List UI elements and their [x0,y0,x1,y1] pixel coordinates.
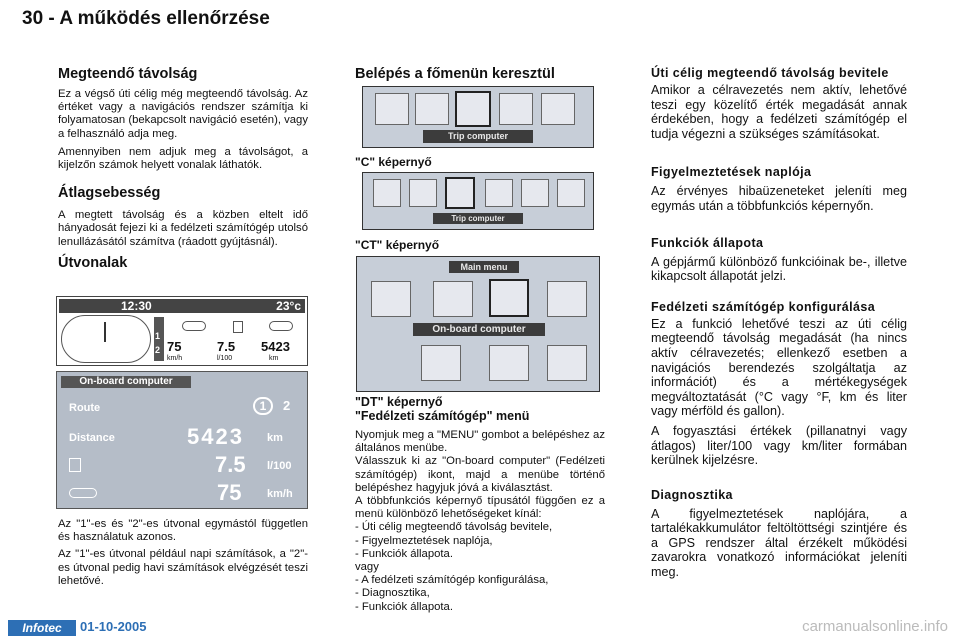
cluster-speed: 75 [167,339,182,354]
heading-configuration: Fedélzeti számítógép konfigurálása [651,299,876,314]
configuration-text-1: Ez a funkció lehetővé teszi az úti célig megteendő távolság megadását (ha nincs aktív célravezetés; ellenkező esetben a navigációs berendezés szolgáltatja az információt) és a mértékegységek megváltoztatását (°C vagy °F, km és liter vagy mérföld és gallon). [651,316,907,419]
caption-dt: "DT" képernyő [355,395,443,409]
fuel-icon [233,321,243,333]
navigation-icon [373,179,401,207]
document-icon [489,345,529,381]
car-icon [182,321,206,331]
trip-computer-icon [455,91,491,127]
cluster-time: 12:30 [121,299,152,313]
screen-ct [362,172,594,230]
list-item: - Úti célig megteendő távolság bevitele, [355,521,553,534]
cluster-display: 12:30 23°c 1 2 75 7.5 5423 km/h l/100 km [56,296,308,366]
speedometer-icon [61,315,151,363]
car-icon [69,488,97,498]
settings-icon [499,93,533,125]
heading-diagnostics: Diagnosztika [651,487,733,502]
map-icon [433,281,473,317]
caption-dt-menu: "Fedélzeti számítógép" menü [355,409,530,423]
heading-routes: Útvonalak [58,254,128,271]
left-column [58,66,308,271]
route-1-selected: 1 [253,397,273,415]
heading-distance: Megteendő távolság [58,66,198,82]
speed-value: 75 [217,480,242,505]
diagnostics-text: A figyelmeztetések naplójára, a tartalékakkumulátor feltöltöttségi szintjére és a GPS rendszer által érzékelt működési zavarokra vonatkozó információkat jeleníti meg. [651,506,907,580]
navigation-icon [375,93,409,125]
avg-speed-text: A megtett távolság és a közben eltelt idő hányadosát fejezi ki a fedélzeti számítógép utolsó lenullázásától számítva (ráadott gyújtásnál). [58,209,308,248]
menu-text-3: A többfunkciós képernyő típusától függően ez a menü különböző lehetőségeket kínál: [355,495,605,521]
navigation-icon [371,281,411,317]
vagy-text: vagy [355,561,379,574]
list-item: - Funkciók állapota. [355,600,453,613]
heading-alert-log: Figyelmeztetések naplója [651,165,812,180]
infotec-logo: Infotec [8,620,76,636]
menu-list-1 [355,521,605,561]
routes-text-1: Az "1"-es és "2"-es útvonal egymástól független és használatuk azonos. [58,518,308,544]
destination-input-text: Amikor a célravezetés nem aktív, lehetővé teszi egy közelítő érték megadását annak érdekében, hogy a fedélzeti számítógép el tudja végezni a szükséges számításokat. [651,83,907,141]
edition-date: 01-10-2005 [80,619,147,634]
telephone-icon [541,93,575,125]
route-2: 2 [283,398,291,413]
trip-computer-icon [445,177,475,209]
screen-dt-label: On-board computer [413,323,545,336]
watermark: carmanualsonline.info [802,618,948,635]
distance-value: 5423 [187,424,244,449]
settings-icon [557,179,585,207]
trip-selector: 1 2 [154,317,164,361]
list-item: - A fedélzeti számítógép konfigurálása, [355,574,549,587]
heading-avg-speed: Átlagsebesség [58,185,161,202]
routes-text-2: Az "1"-es útvonal például napi számítások, a "2"-es útvonal pedig havi számítások elvégzését teszi lehetővé. [58,548,308,587]
cluster-distance: 5423 [261,339,290,354]
distance-text-2: Amennyiben nem adjuk meg a távolságot, a kijelzőn számok helyett vonalak láthatók. [58,145,308,172]
cluster-temp: 23°c [276,299,301,313]
caption-c: "C" képernyő [355,155,432,169]
distance-text-1: Ez a végső úti célig még megteendő távolság. Az értéket vagy a navigációs rendszer számítja ki folyamatosan (bekapcsolt navigáció esetén), vagy a felhasználó adja meg. [58,88,308,140]
map-icon [409,179,437,207]
telephone-icon [521,179,549,207]
list-item: - Funkciók állapota. [355,547,453,560]
function-status-text: A gépjármű különböző funkcióinak be-, illetve kikapcsolt állapotát jelzi. [651,254,907,284]
screen-c [362,86,594,148]
heading-destination-input: Úti célig megteendő távolság bevitele [651,66,889,80]
menu-text-2: Válasszuk ki az "On-board computer" (Fedélzeti számítógép) ikont, majd a menübe történő belépéshez hagyjuk jóvá a kiválasztást. [355,455,605,494]
audio-icon [421,345,461,381]
audio-icon [415,93,449,125]
routes-text [58,518,308,588]
audio-icon [485,179,513,207]
list-item: - Figyelmeztetések naplója, [355,534,493,547]
screen-dt-title: Main menu [449,261,519,273]
consumption-value: 7.5 [215,452,246,477]
screen-ct-label: Trip computer [433,213,523,224]
middle-heading [355,66,605,82]
route-label: Route [69,402,101,414]
middle-text [355,395,605,614]
obc-title: On-board computer [61,376,191,388]
telephone-icon [547,281,587,317]
caption-ct: "CT" képernyő [355,238,440,252]
screen-c-label: Trip computer [423,130,533,143]
menu-list-2 [355,574,605,614]
menu-text-1: Nyomjuk meg a "MENU" gombot a belépéshez az általános menübe. [355,429,605,455]
heading-main-menu: Belépés a főmenün keresztül [355,66,555,82]
list-item: - Diagnosztika, [355,587,430,600]
obc-display: On-board computer Route 1 2 Distance 5423 km 7.5 l/100 75 km/h [56,371,308,509]
fuel-pump-icon [69,458,81,472]
alert-log-text: Az érvényes hibaüzeneteket jeleníti meg egymás után a többfunkciós képernyőn. [651,184,907,213]
screen-dt [356,256,600,392]
heading-function-status: Funkciók állapota [651,235,764,250]
settings-icon [547,345,587,381]
right-column [651,66,907,580]
cluster-consumption: 7.5 [217,339,236,354]
car-icon [269,321,293,331]
distance-label: Distance [69,432,115,444]
configuration-text-2: A fogyasztási értékek (pillanatnyi vagy átlagos) liter/100 vagy km/liter formában kerülnek kijelzésre. [651,423,907,468]
trip-computer-icon [489,279,529,317]
page-title: 30 - A működés ellenőrzése [22,8,270,29]
